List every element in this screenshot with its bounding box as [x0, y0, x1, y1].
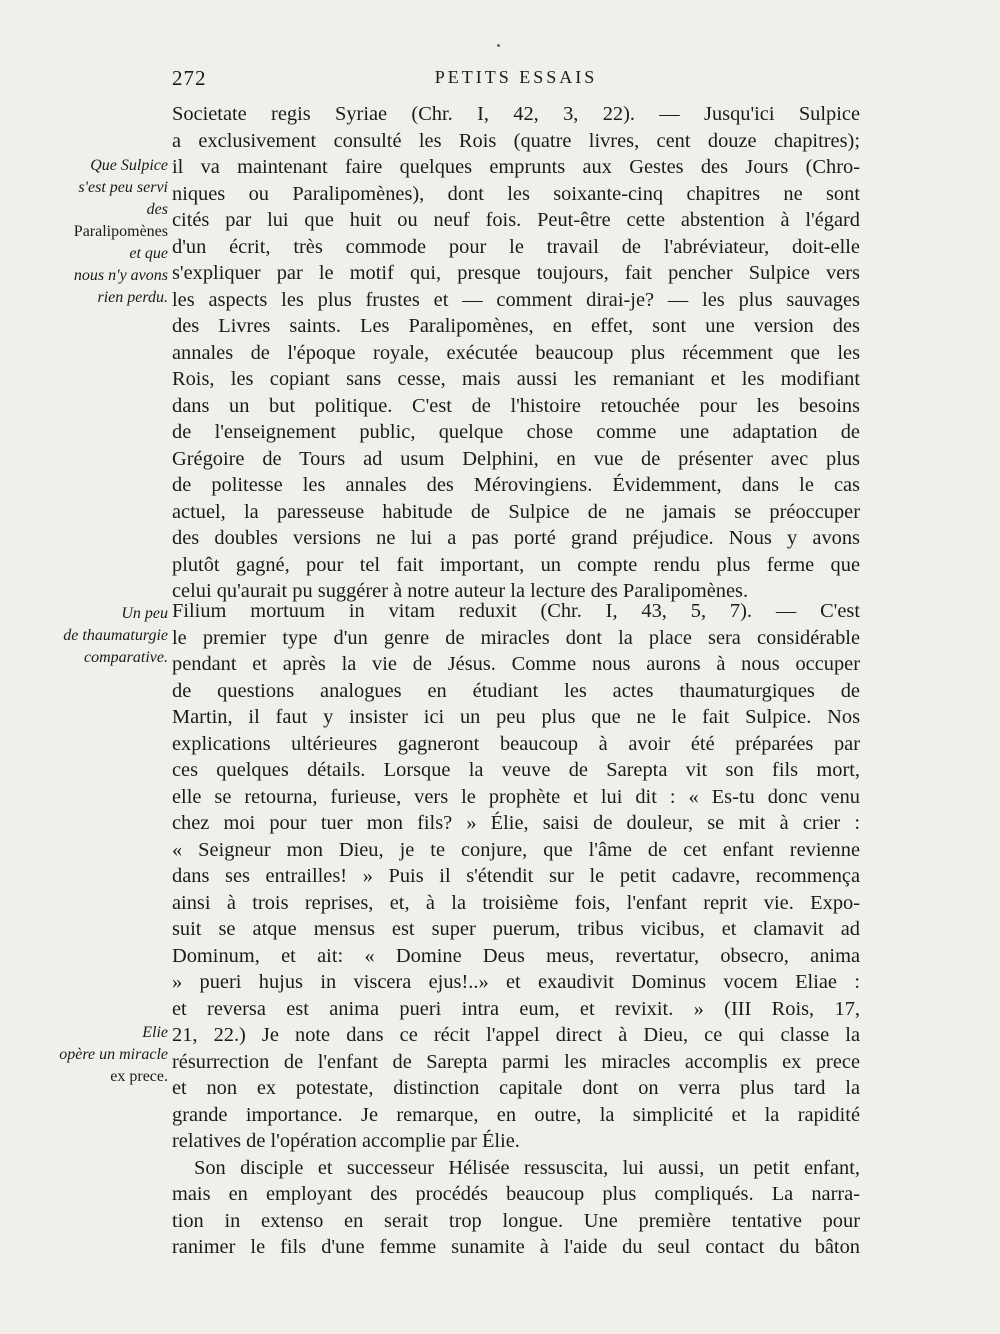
text-line: a exclusivement consulté les Rois (quatre livres, cent douze chapitres);	[172, 129, 860, 152]
text-line: « Seigneur mon Dieu, je te conjure, que l'âme de cet enfant revienne	[172, 838, 860, 861]
text-line: Dominum, et ait: « Domine Deus meus, revertatur, obsecro, anima	[172, 944, 860, 967]
text-line: pendant et après la vie de Jésus. Comme nous aurons à nous occuper	[172, 653, 860, 675]
text-line: et non ex potestate, distinction capitale dont on verra plus tard la	[172, 1077, 860, 1099]
text-line: ranimer le fils d'une femme sunamite à l'aide du seul contact du bâton	[172, 1236, 860, 1258]
text-line: de politesse les annales des Mérovingiens. Évidemment, dans le cas	[172, 474, 860, 496]
text-line: tion in extenso en serait trop longue. Une première tentative pour	[172, 1209, 860, 1232]
marginal-note	[22, 155, 168, 309]
marginal-note-line: comparative.	[84, 649, 168, 666]
text-line: le premier type d'un genre de miracles dont la place sera considérable	[172, 626, 860, 649]
text-line: il va maintenant faire quelques emprunts aux Gestes des Jours (Chro-	[172, 156, 860, 178]
text-line: cités par lui que huit ou neuf fois. Peut-être cette abstention à l'égard	[172, 209, 860, 231]
text-line: Grégoire de Tours ad usum Delphini, en vue de présenter avec plus	[172, 447, 860, 470]
text-line: ces quelques détails. Lorsque la veuve de Sarepta vit son fils mort,	[172, 759, 860, 781]
running-title: PETITS ESSAIS	[434, 67, 598, 87]
marginal-note	[22, 603, 168, 669]
text-line: les aspects les plus frustes et — comment dirai-je? — les plus sauvages	[172, 288, 860, 311]
text-line: plutôt gagné, pour tel fait important, un compte rendu plus ferme que	[172, 553, 860, 576]
text-line: résurrection de l'enfant de Sarepta parmi les miracles accomplis ex prece	[172, 1050, 860, 1073]
text-line: des Livres saints. Les Paralipomènes, en effet, sont une version des	[172, 315, 860, 337]
text-line: mais en employant des procédés beaucoup plus compliqués. La narra-	[172, 1183, 860, 1205]
marginal-note-line: et que	[129, 245, 168, 262]
text-line: niques ou Paralipomènes), dont les soixante-cinq chapitres ne sont	[172, 182, 860, 205]
marginal-note-line: opère un miracle	[59, 1046, 168, 1063]
print-speck	[497, 44, 500, 47]
text-line: Filium mortuum in vitam reduxit (Chr. I, 43, 5, 7). — C'est	[172, 600, 860, 622]
text-line: celui qu'aurait pu suggérer à notre auteur la lecture des Paralipomènes.	[172, 580, 749, 602]
text-line: Societate regis Syriae (Chr. I, 42, 3, 22). — Jusqu'ici Sulpice	[172, 103, 860, 125]
page-number: 272	[172, 66, 207, 90]
text-line: Rois, les copiant sans cesse, mais aussi les remaniant et les modifiant	[172, 368, 860, 390]
text-line: actuel, la paresseuse habitude de Sulpice de ne jamais se préoccuper	[172, 500, 860, 523]
text-line: » pueri hujus in viscera ejus!..» et exaudivit Dominus vocem Eliae :	[172, 971, 860, 993]
text-line: d'un écrit, très commode pour le travail de l'abréviateur, doit-elle	[172, 235, 860, 258]
text-line: Martin, il faut y insister ici un peu plus que ne le fait Sulpice. Nos	[172, 706, 860, 728]
text-line: elle se retourna, furieuse, vers le prophète et lui dit : « Es-tu donc venu	[172, 785, 860, 808]
page-header	[172, 66, 860, 96]
text-line: relatives de l'opération accomplie par Élie.	[172, 1130, 520, 1152]
text-line: 21, 22.) Je note dans ce récit l'appel direct à Dieu, ce qui classe la	[172, 1024, 860, 1046]
marginal-note-line: Paralipomènes	[73, 223, 168, 240]
marginal-note	[22, 1022, 168, 1088]
text-line: des doubles versions ne lui a pas porté grand préjudice. Nous y avons	[172, 527, 860, 549]
marginal-note-line: Que Sulpice	[90, 157, 168, 174]
paragraph-filium	[172, 598, 860, 1261]
marginal-note-line: Un peu	[121, 605, 168, 622]
marginal-note-line: Elie	[142, 1024, 168, 1041]
marginal-note-line: s'est peu servi	[78, 179, 168, 196]
marginal-note-line: des	[146, 201, 168, 218]
text-line: et reversa est anima pueri intra eum, et revixit. » (III Rois, 17,	[172, 997, 860, 1020]
text-line: suit se atque mensus est super puerum, tribus vicibus, et clamavit ad	[172, 918, 860, 940]
text-line: dans un but politique. C'est de l'histoire retouchée pour les besoins	[172, 394, 860, 417]
text-line: Son disciple et successeur Hélisée ressuscita, lui aussi, un petit enfant,	[194, 1156, 860, 1179]
text-line: de questions analogues en étudiant les actes thaumaturgiques de	[172, 679, 860, 702]
text-line: grande importance. Je remarque, en outre, la simplicité et la rapidité	[172, 1103, 860, 1126]
marginal-note-line: de thaumaturgie	[63, 627, 168, 644]
text-line: ainsi à trois reprises, et, à la troisième fois, l'enfant reprit vie. Expo-	[172, 891, 860, 914]
text-line: chez moi pour tuer mon fils? » Élie, saisi de douleur, se mit à crier :	[172, 812, 860, 834]
marginal-note-line: nous n'y avons	[73, 267, 168, 284]
marginal-note-line: ex prece.	[110, 1068, 168, 1085]
text-line: s'expliquer par le motif qui, presque toujours, fait pencher Sulpice vers	[172, 262, 860, 284]
text-line: explications ultérieures gagneront beaucoup à avoir été préparées par	[172, 732, 860, 755]
text-line: de l'enseignement public, quelque chose comme une adaptation de	[172, 421, 860, 443]
text-line: annales de l'époque royale, exécutée beaucoup plus récemment que les	[172, 341, 860, 364]
marginal-note-line: rien perdu.	[97, 289, 168, 306]
text-line: dans ses entrailles! » Puis il s'étendit sur le petit cadavre, recommença	[172, 865, 860, 887]
paragraph-societate	[172, 101, 860, 605]
